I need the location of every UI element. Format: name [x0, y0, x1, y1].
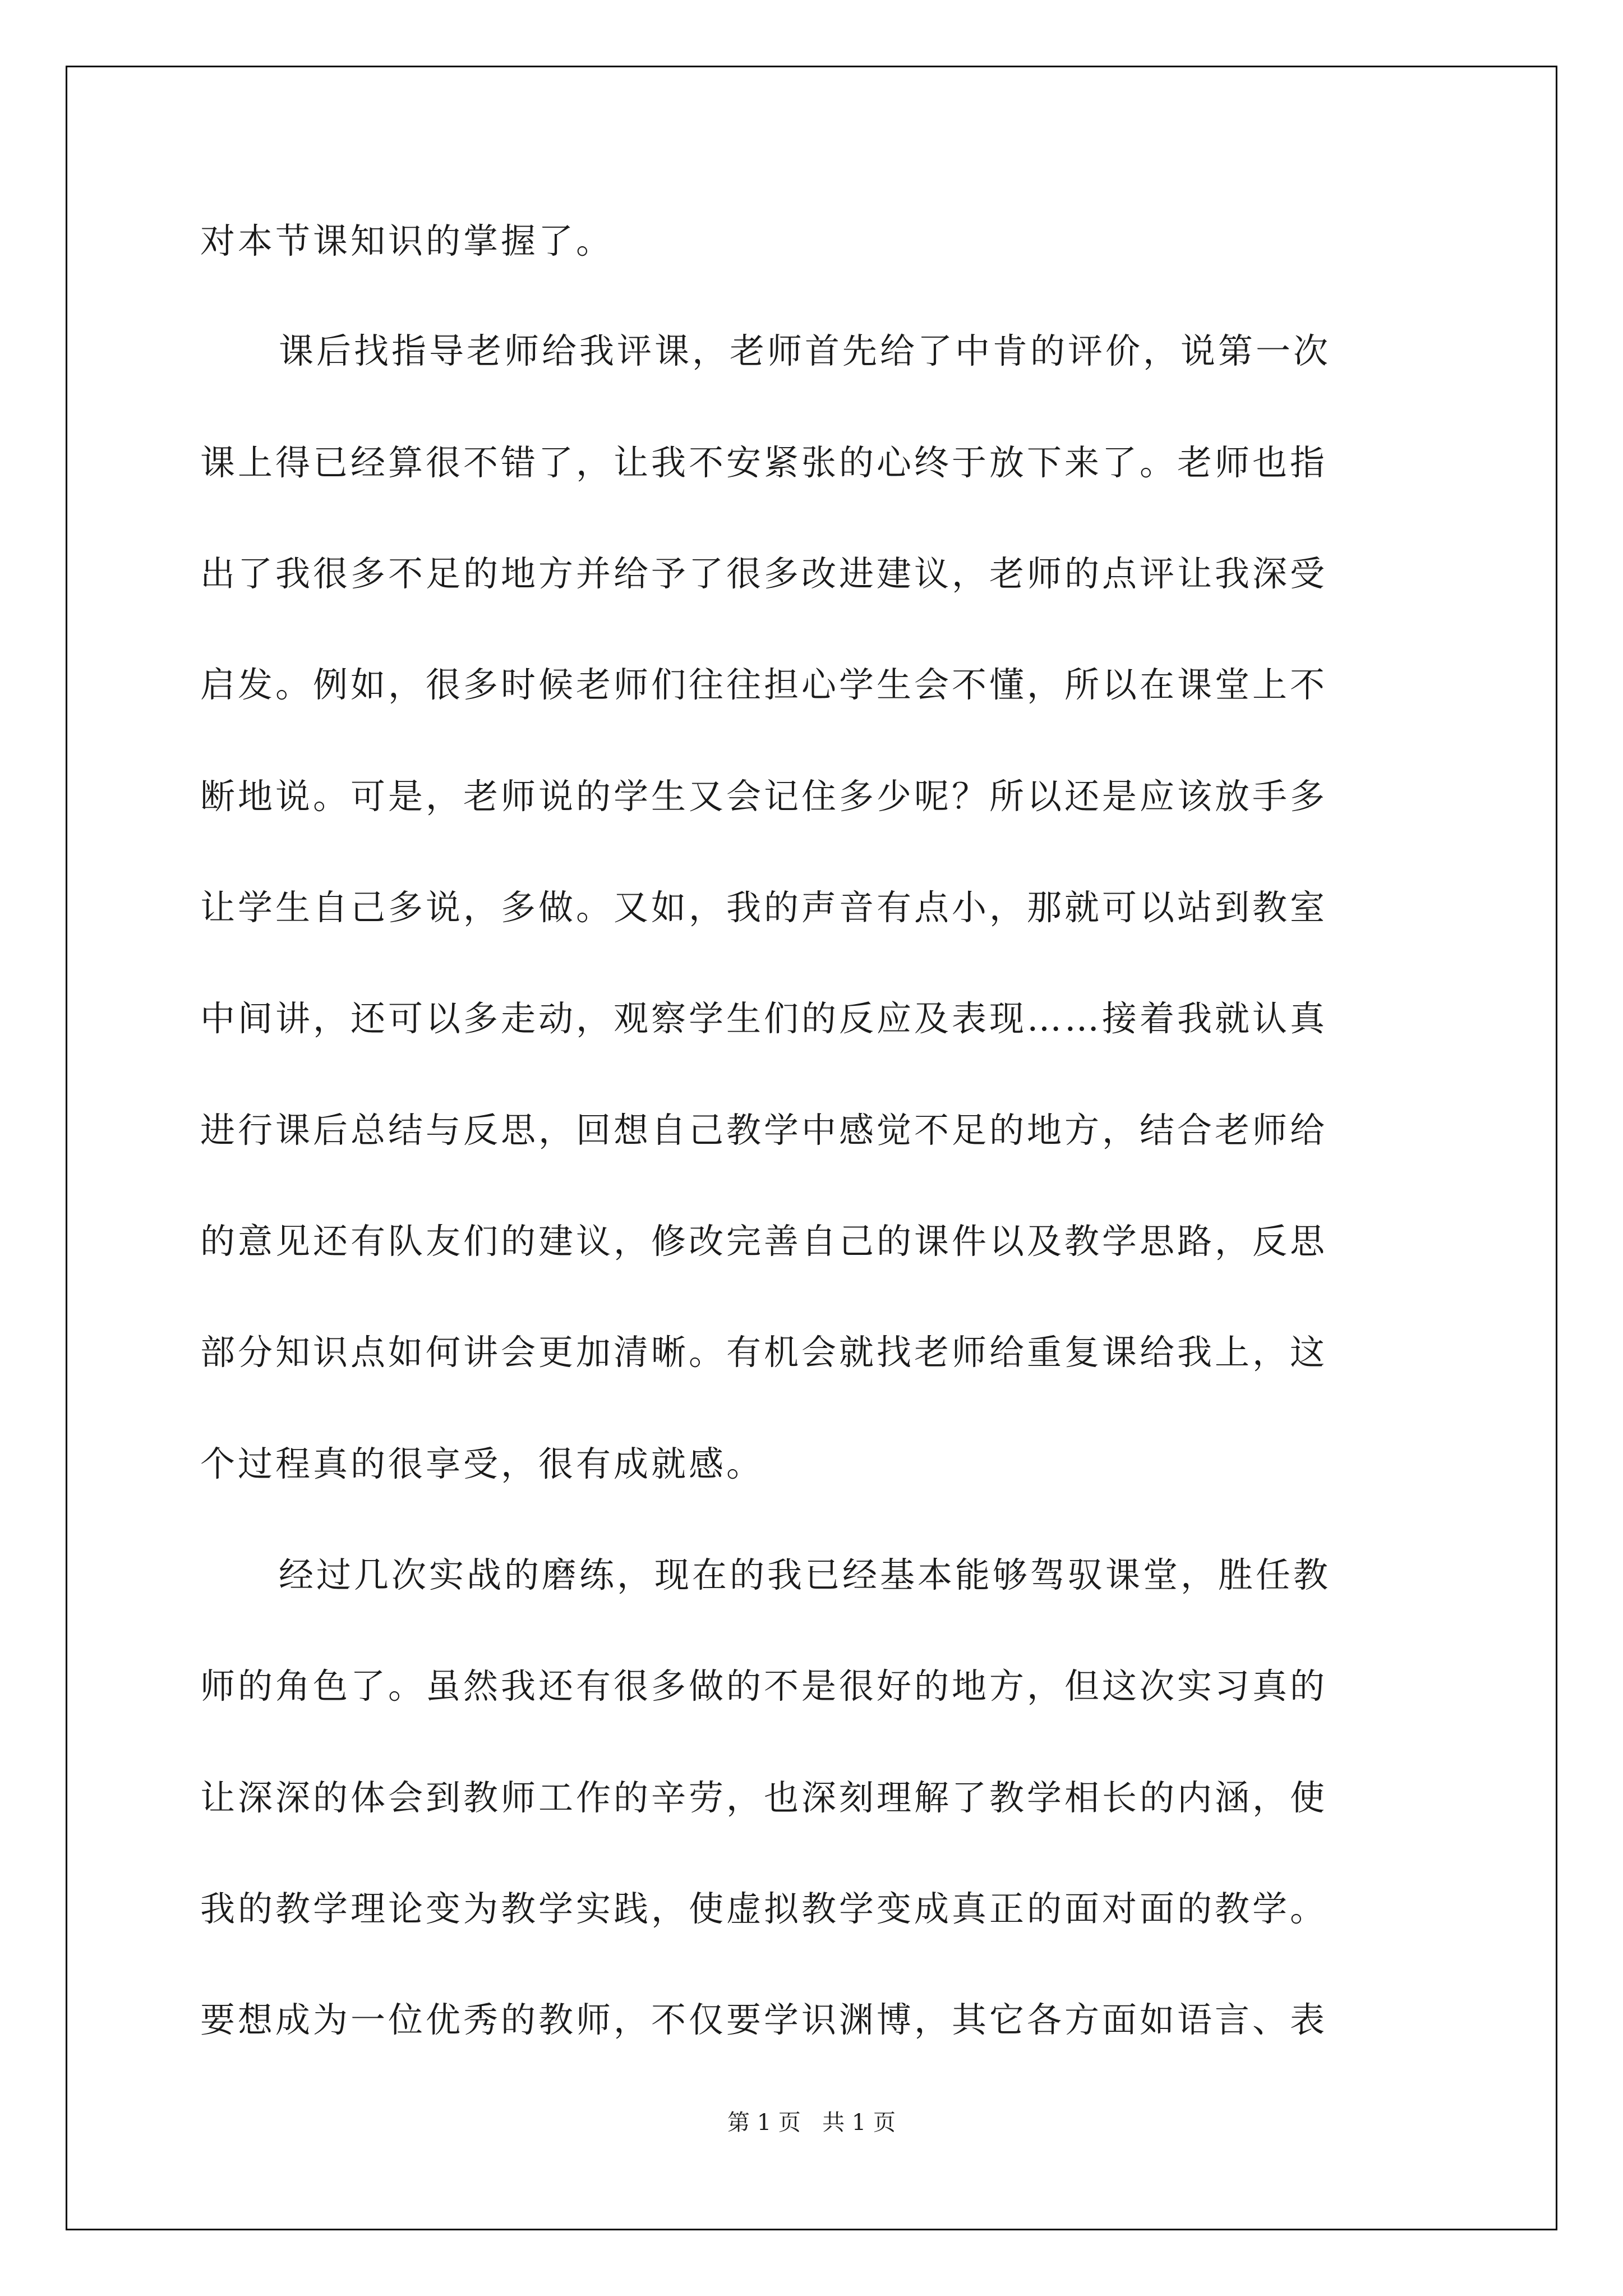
text-line: 让深深的体会到教师工作的辛劳，也深刻理解了教学相长的内涵，使: [200, 1777, 1328, 1818]
text-line: 课上得已经算很不错了，让我不安紧张的心终于放下来了。老师也指: [200, 442, 1328, 483]
text-line: 启发。例如，很多时候老师们往往担心学生会不懂，所以在课堂上不: [200, 664, 1328, 705]
text-line: 我的教学理论变为教学实践，使虚拟教学变成真正的面对面的教学。: [200, 1888, 1328, 1929]
text-line: 师的角色了。虽然我还有很多做的不是很好的地方，但这次实习真的: [200, 1665, 1328, 1706]
page-number-footer: 第 1 页 共 1 页: [727, 2110, 896, 2136]
text-line: 中间讲，还可以多走动，观察学生们的反应及表现……接着我就认真: [200, 998, 1328, 1039]
text-line: 进行课后总结与反思，回想自己教学中感觉不足的地方，结合老师给: [200, 1110, 1328, 1151]
text-line: 部分知识点如何讲会更加清晰。有机会就找老师给重复课给我上，这: [200, 1332, 1328, 1373]
text-line: 断地说。可是，老师说的学生又会记住多少呢？所以还是应该放手多: [200, 776, 1328, 817]
paragraph-first-line: 课后找指导老师给我评课，老师首先给了中肯的评价，说第一次: [279, 330, 1331, 371]
text-line: 出了我很多不足的地方并给予了很多改进建议，老师的点评让我深受: [200, 553, 1328, 594]
text-line: 让学生自己多说，多做。又如，我的声音有点小，那就可以站到教室: [200, 887, 1328, 928]
text-line: 对本节课知识的掌握了。: [200, 220, 614, 261]
text-line: 个过程真的很享受，很有成就感。: [200, 1443, 764, 1484]
text-line: 要想成为一位优秀的教师，不仅要学识渊博，其它各方面如语言、表: [200, 1999, 1328, 2040]
text-line: 的意见还有队友们的建议，修改完善自己的课件以及教学思路，反思: [200, 1221, 1328, 1262]
paragraph-first-line: 经过几次实战的磨练，现在的我已经基本能够驾驭课堂，胜任教: [279, 1554, 1331, 1595]
